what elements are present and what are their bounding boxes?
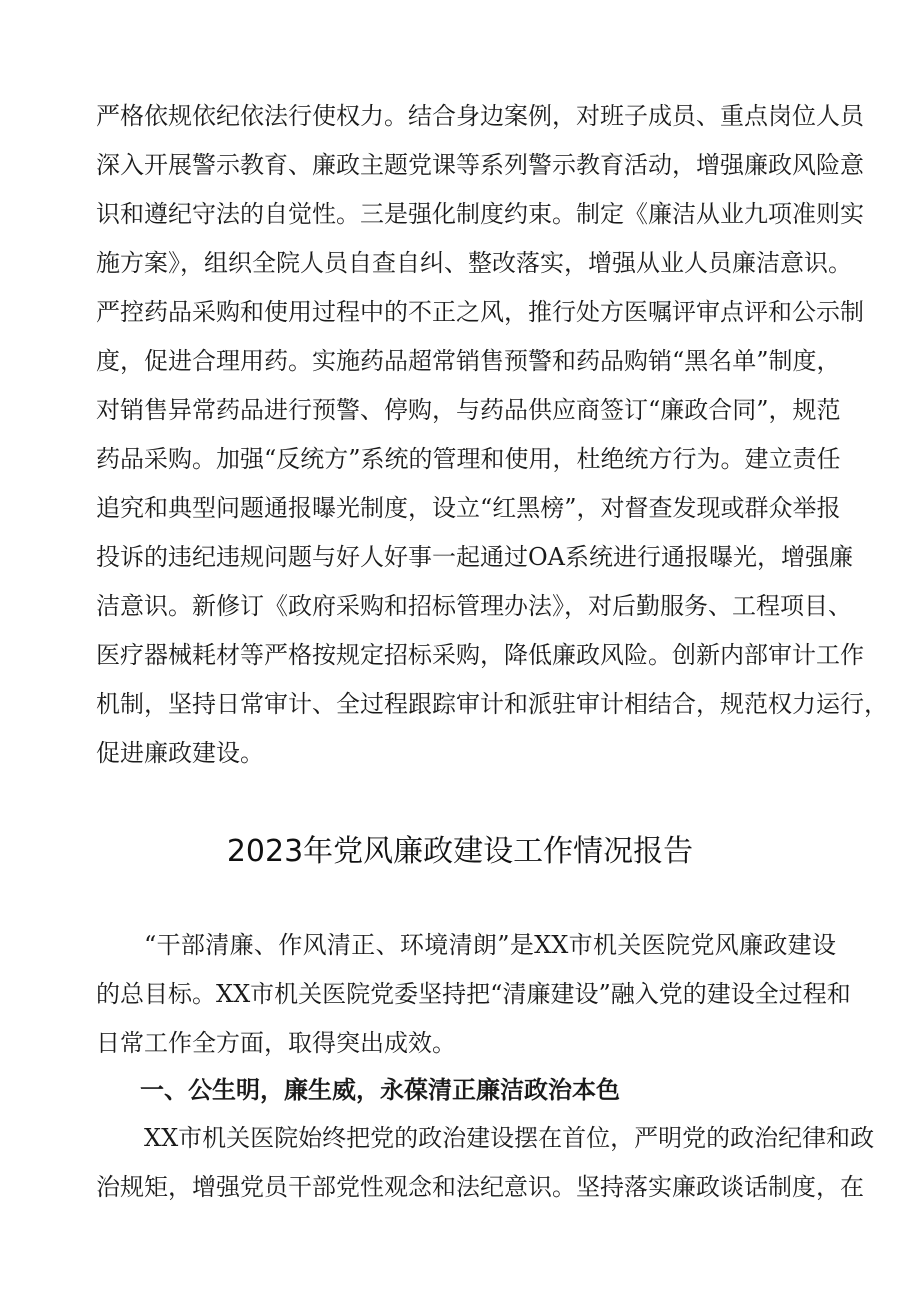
paragraph-line: 投诉的违纪违规问题与好人好事一起通过OA系统进行通报曝光，增强廉 — [96, 543, 854, 571]
paragraph-line: 深入开展警示教育、廉政主题党课等系列警示教育活动，增强廉政风险意 — [96, 151, 864, 179]
paragraph-line: 识和遵纪守法的自觉性。三是强化制度约束。制定《廉洁从业九项准则实 — [96, 200, 864, 228]
section-line: 治规矩，增强党员干部党性观念和法纪意识。坚持落实廉政谈话制度，在 — [96, 1173, 864, 1201]
section-heading: 一、公生明，廉生威，永葆清正廉洁政治本色 — [140, 1076, 620, 1104]
paragraph-line: 施方案》，组织全院人员自查自纠、整改落实，增强从业人员廉洁意识。 — [96, 249, 852, 277]
paragraph-line: 对销售异常药品进行预警、停购，与药品供应商签订“廉政合同”，规范 — [96, 396, 841, 424]
paragraph-line: 严控药品采购和使用过程中的不正之风，推行处方医嘱评审点评和公示制 — [96, 298, 864, 326]
intro-line: “干部清廉、作风清正、环境清朗”是XX市机关医院党风廉政建设 — [144, 931, 836, 959]
report-title: 2023年党风廉政建设工作情况报告 — [226, 834, 694, 869]
intro-line: 日常工作全方面，取得突出成效。 — [96, 1029, 456, 1057]
section-line: XX市机关医院始终把党的政治建设摆在首位，严明党的政治纪律和政 — [144, 1124, 875, 1152]
paragraph-line: 医疗器械耗材等严格按规定招标采购，降低廉政风险。创新内部审计工作 — [96, 641, 864, 669]
paragraph-line: 促进廉政建设。 — [96, 739, 264, 767]
paragraph-line: 严格依规依纪依法行使权力。结合身边案例，对班子成员、重点岗位人员 — [96, 102, 864, 130]
paragraph-line: 追究和典型问题通报曝光制度，设立“红黑榜”，对督查发现或群众举报 — [96, 494, 841, 522]
paragraph-line: 药品采购。加强“反统方”系统的管理和使用，杜绝统方行为。建立责任 — [96, 445, 841, 473]
intro-line: 的总目标。XX市机关医院党委坚持把“清廉建设”融入党的建设全过程和 — [96, 980, 851, 1008]
paragraph-line: 洁意识。新修订《政府采购和招标管理办法》，对后勤服务、工程项目、 — [96, 592, 852, 620]
paragraph-line: 机制，坚持日常审计、全过程跟踪审计和派驻审计相结合，规范权力运行， — [96, 690, 888, 718]
paragraph-line: 度，促进合理用药。实施药品超常销售预警和药品购销“黑名单”制度， — [96, 347, 841, 375]
